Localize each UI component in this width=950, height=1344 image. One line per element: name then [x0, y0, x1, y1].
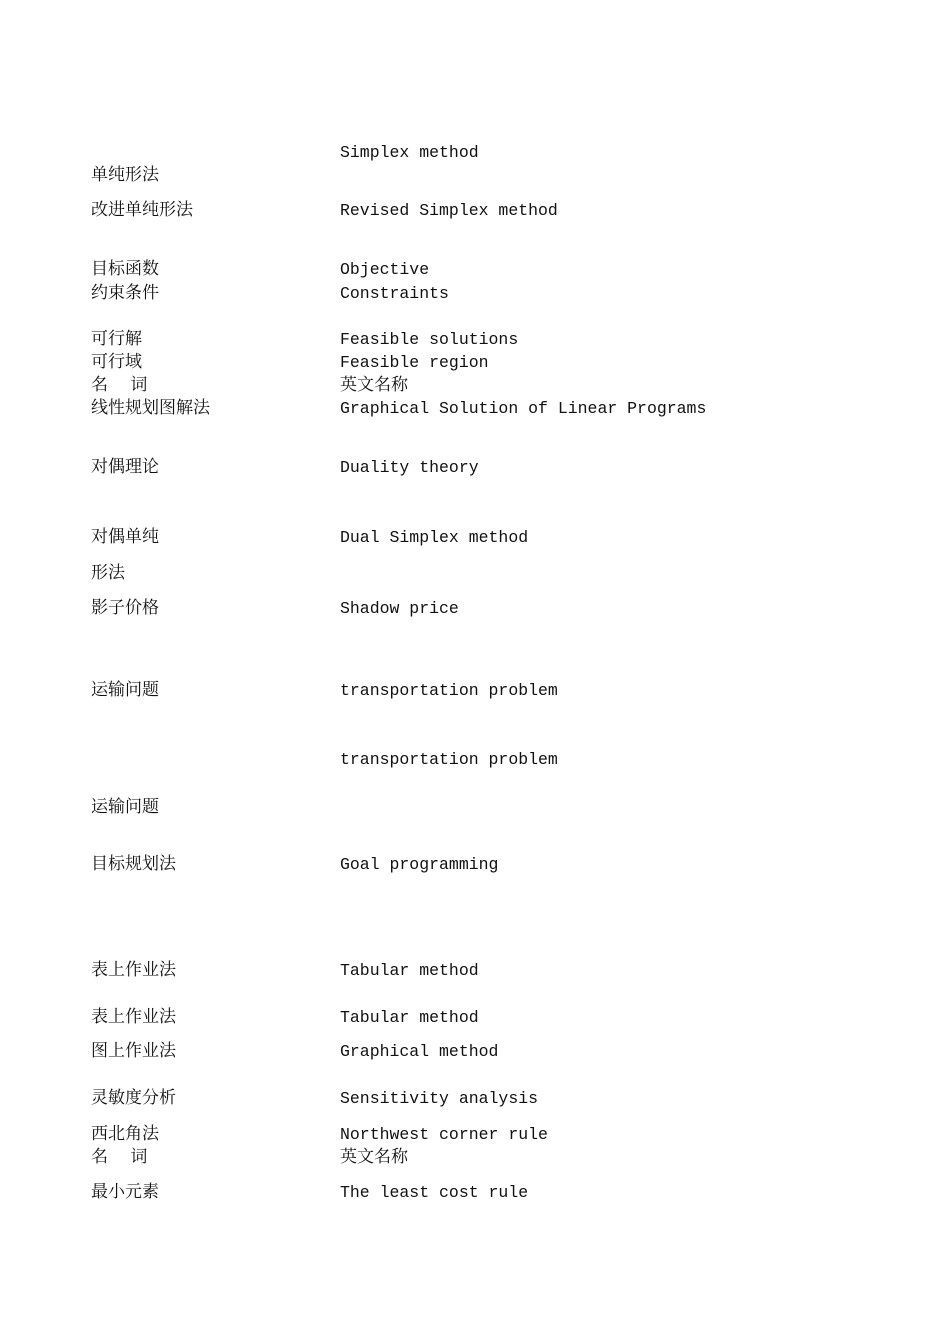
- en-term: Tabular method: [340, 1008, 479, 1027]
- cn-term: 图上作业法: [91, 1041, 176, 1061]
- cn-term: 运输问题: [91, 797, 159, 817]
- cn-term: 形法: [91, 563, 125, 583]
- en-term: Shadow price: [340, 599, 459, 618]
- cn-term: 运输问题: [91, 680, 159, 700]
- cn-term: 目标规划法: [91, 854, 176, 874]
- cn-term: 最小元素: [91, 1182, 159, 1202]
- cn-header-noun: 名 词: [91, 1147, 148, 1167]
- en-term: Feasible solutions: [340, 330, 519, 349]
- cn-term: 单纯形法: [91, 165, 159, 185]
- en-term: Revised Simplex method: [340, 201, 558, 220]
- cn-term: 改进单纯形法: [91, 200, 193, 220]
- en-term: Duality theory: [340, 458, 479, 477]
- en-term: Feasible region: [340, 353, 489, 372]
- en-term: Tabular method: [340, 961, 479, 980]
- en-term: transportation problem: [340, 681, 558, 700]
- en-term: Dual Simplex method: [340, 528, 529, 547]
- cn-term: 影子价格: [91, 598, 159, 618]
- en-term: Constraints: [340, 284, 449, 303]
- cn-term: 表上作业法: [91, 960, 176, 980]
- en-term: transportation problem: [340, 750, 558, 769]
- en-header-english-name: 英文名称: [340, 1147, 408, 1167]
- en-term: Graphical Solution of Linear Programs: [340, 399, 707, 418]
- cn-term: 表上作业法: [91, 1007, 176, 1027]
- en-term: Goal programming: [340, 855, 499, 874]
- cn-term: 可行域: [91, 352, 142, 372]
- cn-term: 目标函数: [91, 259, 159, 279]
- en-term: The least cost rule: [340, 1183, 529, 1202]
- en-term: Sensitivity analysis: [340, 1089, 539, 1108]
- cn-header-noun: 名 词: [91, 375, 148, 395]
- cn-term: 约束条件: [91, 283, 159, 303]
- cn-term: 灵敏度分析: [91, 1088, 176, 1108]
- en-term: Northwest corner rule: [340, 1125, 548, 1144]
- cn-term: 对偶理论: [91, 457, 159, 477]
- en-header-english-name: 英文名称: [340, 375, 408, 395]
- en-term: Objective: [340, 260, 430, 279]
- en-term: Graphical method: [340, 1042, 499, 1061]
- cn-term: 可行解: [91, 329, 142, 349]
- cn-term: 线性规划图解法: [91, 398, 210, 418]
- en-term: Simplex method: [340, 143, 479, 162]
- cn-term: 西北角法: [91, 1124, 159, 1144]
- cn-term: 对偶单纯: [91, 527, 159, 547]
